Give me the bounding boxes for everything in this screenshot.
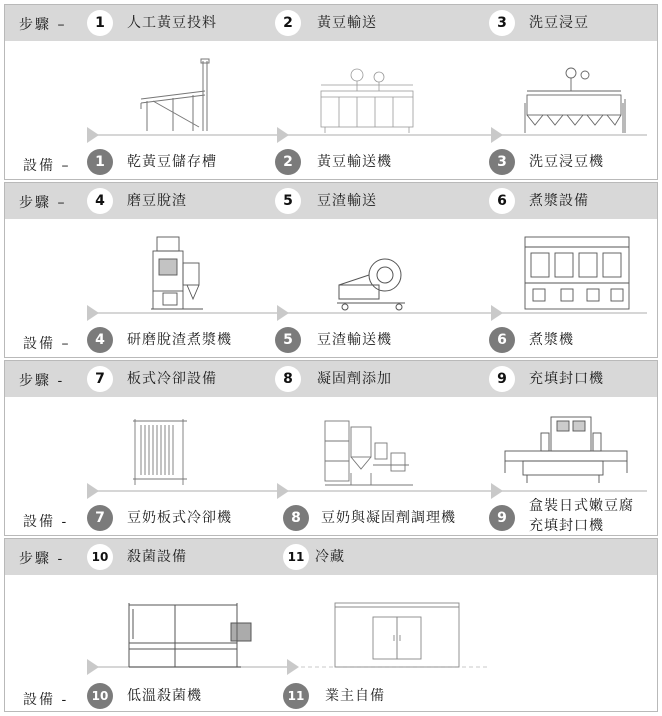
step-number-badge: 9 xyxy=(489,366,515,392)
equipment-name: 黃豆輸送機 xyxy=(317,154,392,170)
step-number-badge: 8 xyxy=(275,366,301,392)
equipment-number-badge: 2 xyxy=(275,149,301,175)
equipment-name: 豆奶板式冷卻機 xyxy=(127,510,232,526)
equipment-number-badge: 10 xyxy=(87,683,113,709)
step-number-badge: 1 xyxy=(87,10,113,36)
cooking-machine-drawing xyxy=(521,233,633,313)
equipment-row-label: 設備 - xyxy=(23,692,69,708)
step-name: 凝固劑添加 xyxy=(317,371,392,387)
process-panel-1 xyxy=(4,4,658,180)
equipment-name: 研磨脫渣煮漿機 xyxy=(127,332,232,348)
step-number-badge: 11 xyxy=(283,544,309,570)
equipment-name: 乾黃豆儲存槽 xyxy=(127,154,217,170)
equipment-name: 豆奶與凝固劑調理機 xyxy=(321,510,456,526)
soaking-machine-drawing xyxy=(521,59,631,135)
step-name: 磨豆脫渣 xyxy=(127,193,187,209)
equipment-number-badge: 1 xyxy=(87,149,113,175)
step-name: 煮漿設備 xyxy=(529,193,589,209)
process-panel-3 xyxy=(4,360,658,536)
equipment-name-line-1: 盒裝日式嫩豆腐 xyxy=(529,498,634,514)
step-number-badge: 4 xyxy=(87,188,113,214)
equipment-number-badge: 9 xyxy=(489,505,515,531)
equipment-number-badge: 5 xyxy=(275,327,301,353)
equipment-number-badge: 6 xyxy=(489,327,515,353)
step-row-label: 步驟 – xyxy=(19,195,67,211)
step-number-badge: 10 xyxy=(87,544,113,570)
equipment-number-badge: 7 xyxy=(87,505,113,531)
equipment-row-label: 設備 - xyxy=(23,514,69,530)
step-name: 豆渣輸送 xyxy=(317,193,377,209)
grinding-machine-drawing xyxy=(147,233,211,313)
step-number-badge: 6 xyxy=(489,188,515,214)
step-name: 人工黃豆投料 xyxy=(127,15,217,31)
equipment-name: 豆渣輸送機 xyxy=(317,332,392,348)
step-name: 冷藏 xyxy=(315,549,345,565)
equipment-name: 煮漿機 xyxy=(529,332,574,348)
step-name: 充填封口機 xyxy=(529,371,604,387)
equipment-number-badge: 4 xyxy=(87,327,113,353)
plate-cooler-drawing xyxy=(129,415,191,491)
step-row-label: 步驟 - xyxy=(19,373,65,389)
equipment-name: 業主自備 xyxy=(325,688,385,704)
process-panel-4 xyxy=(4,538,658,712)
step-number-badge: 2 xyxy=(275,10,301,36)
step-number-badge: 7 xyxy=(87,366,113,392)
step-row-label: 步驟 - xyxy=(19,551,65,567)
okara-conveyor-drawing xyxy=(329,255,413,313)
equipment-row-label: 設備 – xyxy=(23,158,71,174)
storage-tank-drawing xyxy=(133,57,219,133)
equipment-name: 洗豆浸豆機 xyxy=(529,154,604,170)
step-row-label: 步驟 – xyxy=(19,17,67,33)
sterilizer-drawing xyxy=(125,599,257,671)
step-name: 黃豆輸送 xyxy=(317,15,377,31)
equipment-number-badge: 3 xyxy=(489,149,515,175)
step-name: 板式冷卻設備 xyxy=(127,371,217,387)
filling-sealing-machine-drawing xyxy=(501,411,631,491)
equipment-number-badge: 11 xyxy=(283,683,309,709)
step-name: 洗豆浸豆 xyxy=(529,15,589,31)
mixing-machine-drawing xyxy=(321,413,417,491)
step-number-badge: 5 xyxy=(275,188,301,214)
soybean-conveyor-drawing xyxy=(317,63,417,135)
step-number-badge: 3 xyxy=(489,10,515,36)
equipment-name-line-2: 充填封口機 xyxy=(529,518,604,534)
equipment-name: 低溫殺菌機 xyxy=(127,688,202,704)
process-panel-2 xyxy=(4,182,658,358)
equipment-row-label: 設備 – xyxy=(23,336,71,352)
equipment-number-badge: 8 xyxy=(283,505,309,531)
cold-storage-drawing xyxy=(331,599,463,671)
step-name: 殺菌設備 xyxy=(127,549,187,565)
